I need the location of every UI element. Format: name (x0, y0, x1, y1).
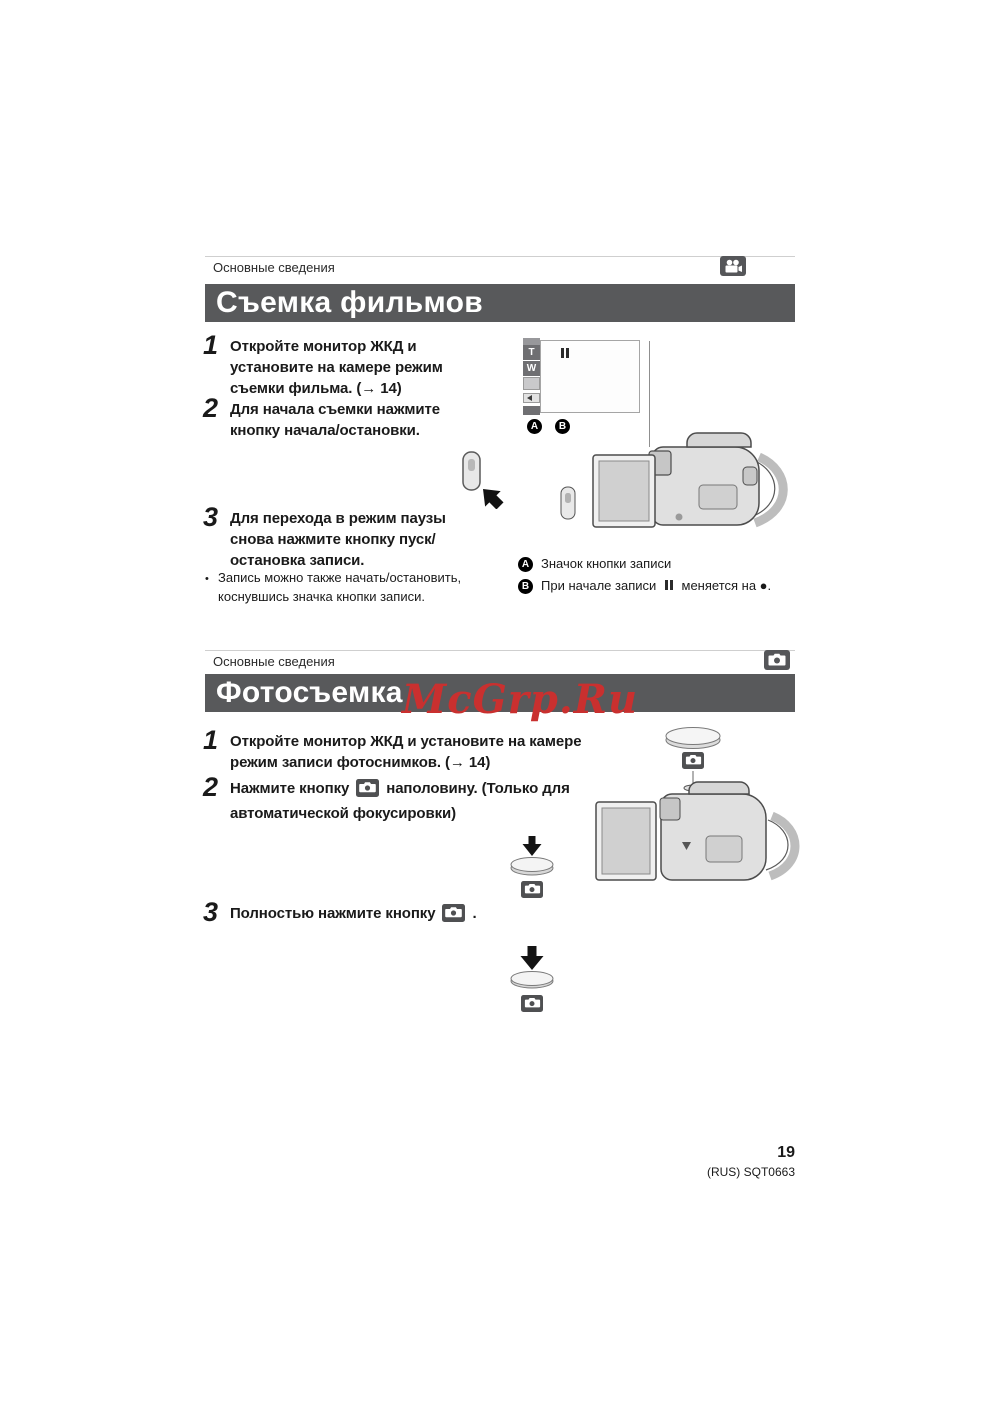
section-photo-eyebrow: Основные сведения (213, 654, 335, 669)
lcd-frame (540, 340, 640, 413)
photoshot-touch-button (523, 377, 540, 390)
movie-note (205, 568, 493, 606)
start-stop-button-illustration (455, 449, 509, 514)
legend-b (518, 578, 771, 594)
record-touch-button (523, 393, 540, 403)
photo-step-2-pre: Нажмите кнопку (230, 780, 350, 797)
left-arrow-icon (527, 395, 532, 401)
watermark: McGrp.Ru (402, 676, 639, 723)
photo-step-2-post: наполовину. (Только для автоматической фокусировки) (230, 780, 570, 822)
movie-step-1-text: Откройте монитор ЖКД и установите на камере режим съемки фильма. (→ 14) (230, 338, 443, 397)
photo-step-2-text (230, 778, 598, 824)
full-press-illustration (504, 946, 560, 1019)
section-movie-eyebrow: Основные сведения (213, 260, 335, 275)
camcorder-illustration-photo (586, 724, 808, 915)
camcorder-illustration-movie (547, 423, 799, 558)
page-code: (RUS) SQT0663 (706, 1165, 795, 1179)
photoshot-button-icon (356, 779, 379, 803)
movie-step-2-number: 2 (203, 393, 219, 423)
movie-camera-icon (720, 256, 746, 281)
movie-step-3-text: Для перехода в режим паузы снова нажмите кнопку пуск/остановка записи. (230, 510, 446, 569)
record-pause-icon (560, 345, 570, 363)
section-photo-title: Фотосъемка (205, 674, 795, 712)
legend-b-text-pre: При начале записи (541, 578, 657, 593)
section-divider (205, 650, 795, 651)
lcd-screen-illustration (523, 338, 643, 418)
strip-bottom-segment (523, 406, 540, 415)
legend-a (518, 556, 671, 572)
section-divider (205, 256, 795, 257)
photo-camera-icon (764, 650, 790, 675)
pause-bars-icon (664, 578, 674, 594)
legend-b-text-post: меняется на ●. (681, 578, 772, 593)
photo-step-2-number: 2 (203, 772, 219, 802)
legend-a-marker: A (518, 557, 533, 572)
movie-step-2-text: Для начала съемки нажмите кнопку начала/остановки. (230, 401, 441, 439)
legend-a-text: Значок кнопки записи (541, 556, 672, 571)
zoom-t-button: T (523, 345, 540, 361)
photo-step-1-number: 1 (203, 725, 219, 755)
photo-step-3-post: . (472, 905, 477, 922)
bullet-marker: • (205, 573, 209, 585)
photo-step-1-text: Откройте монитор ЖКД и установите на камере режим записи фотоснимков. (→ 14) (230, 733, 582, 771)
callout-a-marker: A (527, 419, 542, 434)
legend-b-marker: B (518, 579, 533, 594)
zoom-w-button: W (523, 361, 540, 377)
movie-step-3-number: 3 (203, 502, 219, 532)
callout-b-marker: B (555, 419, 570, 434)
touch-zoom-strip (523, 338, 540, 415)
section-movie-title: Съемка фильмов (205, 284, 795, 322)
page-number: 19 (777, 1144, 795, 1161)
strip-top-segment (523, 338, 540, 345)
photo-step-3-number: 3 (203, 897, 219, 927)
half-press-illustration (504, 836, 560, 905)
photo-step-3-pre: Полностью нажмите кнопку (230, 905, 436, 922)
photoshot-button-icon (442, 904, 465, 928)
movie-note-text: Запись можно также начать/остановить, коснувшись значка кнопки записи. (218, 570, 462, 604)
movie-step-1-number: 1 (203, 330, 219, 360)
